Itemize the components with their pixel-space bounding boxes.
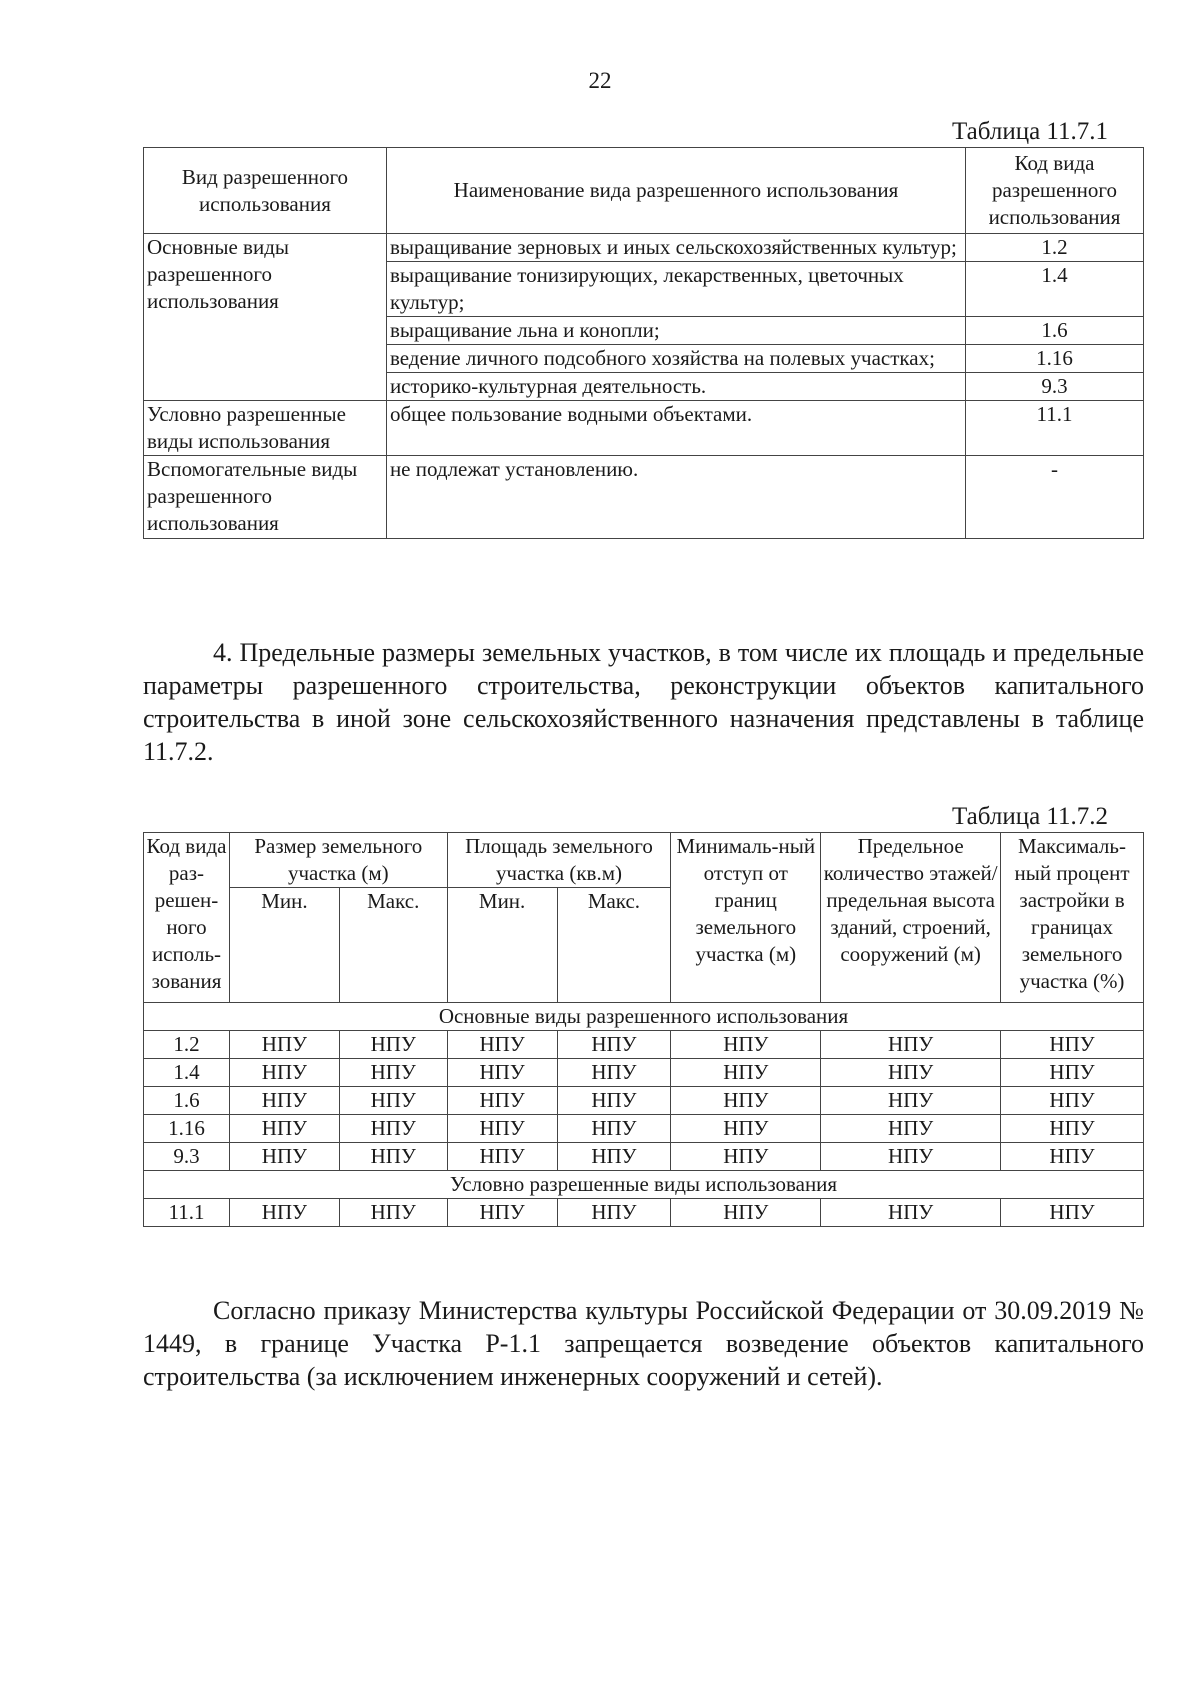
table2-cell-value: НПУ [671,1087,821,1115]
table1-cell-code: 1.6 [965,317,1143,345]
table2-header-size: Размер земельного участка (м) [229,833,447,888]
table1-header-row [144,148,1144,234]
table1-cell-code: 1.2 [965,234,1143,262]
table2-header-coverage: Максималь-ный процент застройки в границах земельного участка (%) [1001,833,1144,1003]
table2-cell-value: НПУ [557,1143,671,1171]
table2-cell-value: НПУ [821,1199,1001,1227]
table2-cell-value: НПУ [821,1087,1001,1115]
table2-cell-value: НПУ [821,1031,1001,1059]
table-row [144,1115,1144,1143]
table2-header-size-max: Макс. [339,888,447,1003]
table1-group-label: Условно разрешенные виды использования [144,401,387,456]
table2-header-row [144,833,1144,888]
table1-header-type: Вид разрешенного использования [144,148,387,234]
table2-header-setback: Минималь-ный отступ от границ земельного участка (м) [671,833,821,1003]
table2-cell-value: НПУ [339,1059,447,1087]
table2-cell-value: НПУ [1001,1115,1144,1143]
table2-cell-value: НПУ [821,1115,1001,1143]
table2-cell-value: НПУ [447,1143,557,1171]
table2-cell-value: НПУ [671,1059,821,1087]
table2-cell-value: НПУ [557,1059,671,1087]
table-row [144,1143,1144,1171]
table1-header-name: Наименование вида разрешенного использования [386,148,965,234]
table1-cell-name: ведение личного подсобного хозяйства на полевых участках; [386,345,965,373]
table2-cell-value: НПУ [229,1143,339,1171]
table2-cell-value: НПУ [821,1143,1001,1171]
table2-cell-value: НПУ [1001,1143,1144,1171]
table1-cell-name: не подлежат установлению. [386,456,965,539]
table2-section-row [144,1171,1144,1199]
table1-cell-name: историко-культурная деятельность. [386,373,965,401]
table1-cell-code: - [965,456,1143,539]
table2-header-size-min: Мин. [229,888,339,1003]
table2-header-code: Код вида раз-решен-ного исполь-зования [144,833,230,1003]
table2-cell-code: 1.2 [144,1031,230,1059]
table-row [144,1059,1144,1087]
table2-section-row [144,1003,1144,1031]
table2-cell-value: НПУ [1001,1059,1144,1087]
table2-cell-value: НПУ [671,1115,821,1143]
table2-section-title: Условно разрешенные виды использования [144,1171,1144,1199]
table2-cell-value: НПУ [229,1087,339,1115]
table1-cell-name: выращивание льна и конопли; [386,317,965,345]
table2-cell-value: НПУ [339,1143,447,1171]
table2-cell-value: НПУ [671,1031,821,1059]
paragraph-limits: 4. Предельные размеры земельных участков, в том числе их площадь и предельные параметры разрешенного строительства, реконструкции объектов капитального строительства в иной зоне сельскохозяйственного назначения представлены в таблице 11.7.2. [143,638,1144,766]
table2-cell-value: НПУ [671,1143,821,1171]
table2-cell-value: НПУ [447,1087,557,1115]
table2-cell-value: НПУ [557,1087,671,1115]
table2-cell-value: НПУ [339,1087,447,1115]
table2-header-area-min: Мин. [447,888,557,1003]
table1-cell-name: выращивание зерновых и иных сельскохозяйственных культур; [386,234,965,262]
table2-cell-value: НПУ [1001,1031,1144,1059]
table1-cell-name: общее пользование водными объектами. [386,401,965,456]
table2-cell-value: НПУ [557,1115,671,1143]
table1-cell-name: выращивание тонизирующих, лекарственных, цветочных культур; [386,262,965,317]
table-row [144,456,1144,539]
table-11-7-1 [143,147,1144,539]
table2-cell-code: 1.6 [144,1087,230,1115]
table2-cell-value: НПУ [557,1199,671,1227]
table1-cell-code: 11.1 [965,401,1143,456]
table2-cell-code: 1.16 [144,1115,230,1143]
table2-cell-value: НПУ [447,1199,557,1227]
table2-section-title: Основные виды разрешенного использования [144,1003,1144,1031]
table2-body [144,1003,1144,1227]
table2-cell-value: НПУ [1001,1087,1144,1115]
table2-cell-value: НПУ [339,1031,447,1059]
table2-cell-value: НПУ [821,1059,1001,1087]
table1-caption: Таблица 11.7.1 [952,118,1108,145]
table2-cell-code: 1.4 [144,1059,230,1087]
table2-cell-value: НПУ [447,1115,557,1143]
table2-header-area: Площадь земельного участка (кв.м) [447,833,671,888]
table2-cell-value: НПУ [1001,1199,1144,1227]
table2-header-area-max: Макс. [557,888,671,1003]
table-row [144,234,1144,262]
table2-cell-value: НПУ [557,1031,671,1059]
table2-cell-value: НПУ [229,1031,339,1059]
table2-cell-value: НПУ [229,1199,339,1227]
table2-cell-code: 9.3 [144,1143,230,1171]
table1-group-label: Основные виды разрешенного использования [144,234,387,401]
page-number: 22 [588,68,612,93]
table-row [144,401,1144,456]
paragraph-ministry-order: Согласно приказу Министерства культуры Российской Федерации от 30.09.2019 № 1449, в границе Участка Р-1.1 запрещается возведение объектов капитального строительства (за исключением инженерных сооружений и сетей). [143,1296,1144,1391]
table2-cell-value: НПУ [671,1199,821,1227]
table-row [144,1087,1144,1115]
table-11-7-2 [143,832,1144,1227]
table1-cell-code: 1.16 [965,345,1143,373]
table-row [144,1199,1144,1227]
table-row [144,1031,1144,1059]
table1-cell-code: 9.3 [965,373,1143,401]
table1-group-label: Вспомогательные виды разрешенного использования [144,456,387,539]
table2-caption: Таблица 11.7.2 [952,803,1108,830]
table2-cell-code: 11.1 [144,1199,230,1227]
table2-cell-value: НПУ [339,1115,447,1143]
table2-cell-value: НПУ [447,1059,557,1087]
table2-cell-value: НПУ [339,1199,447,1227]
table2-cell-value: НПУ [229,1115,339,1143]
table2-header-floors: Предельное количество этажей/ предельная высота зданий, строений, сооружений (м) [821,833,1001,1003]
table1-header-code: Код вида разрешенного использования [965,148,1143,234]
table1-cell-code: 1.4 [965,262,1143,317]
table2-cell-value: НПУ [447,1031,557,1059]
table2-cell-value: НПУ [229,1059,339,1087]
